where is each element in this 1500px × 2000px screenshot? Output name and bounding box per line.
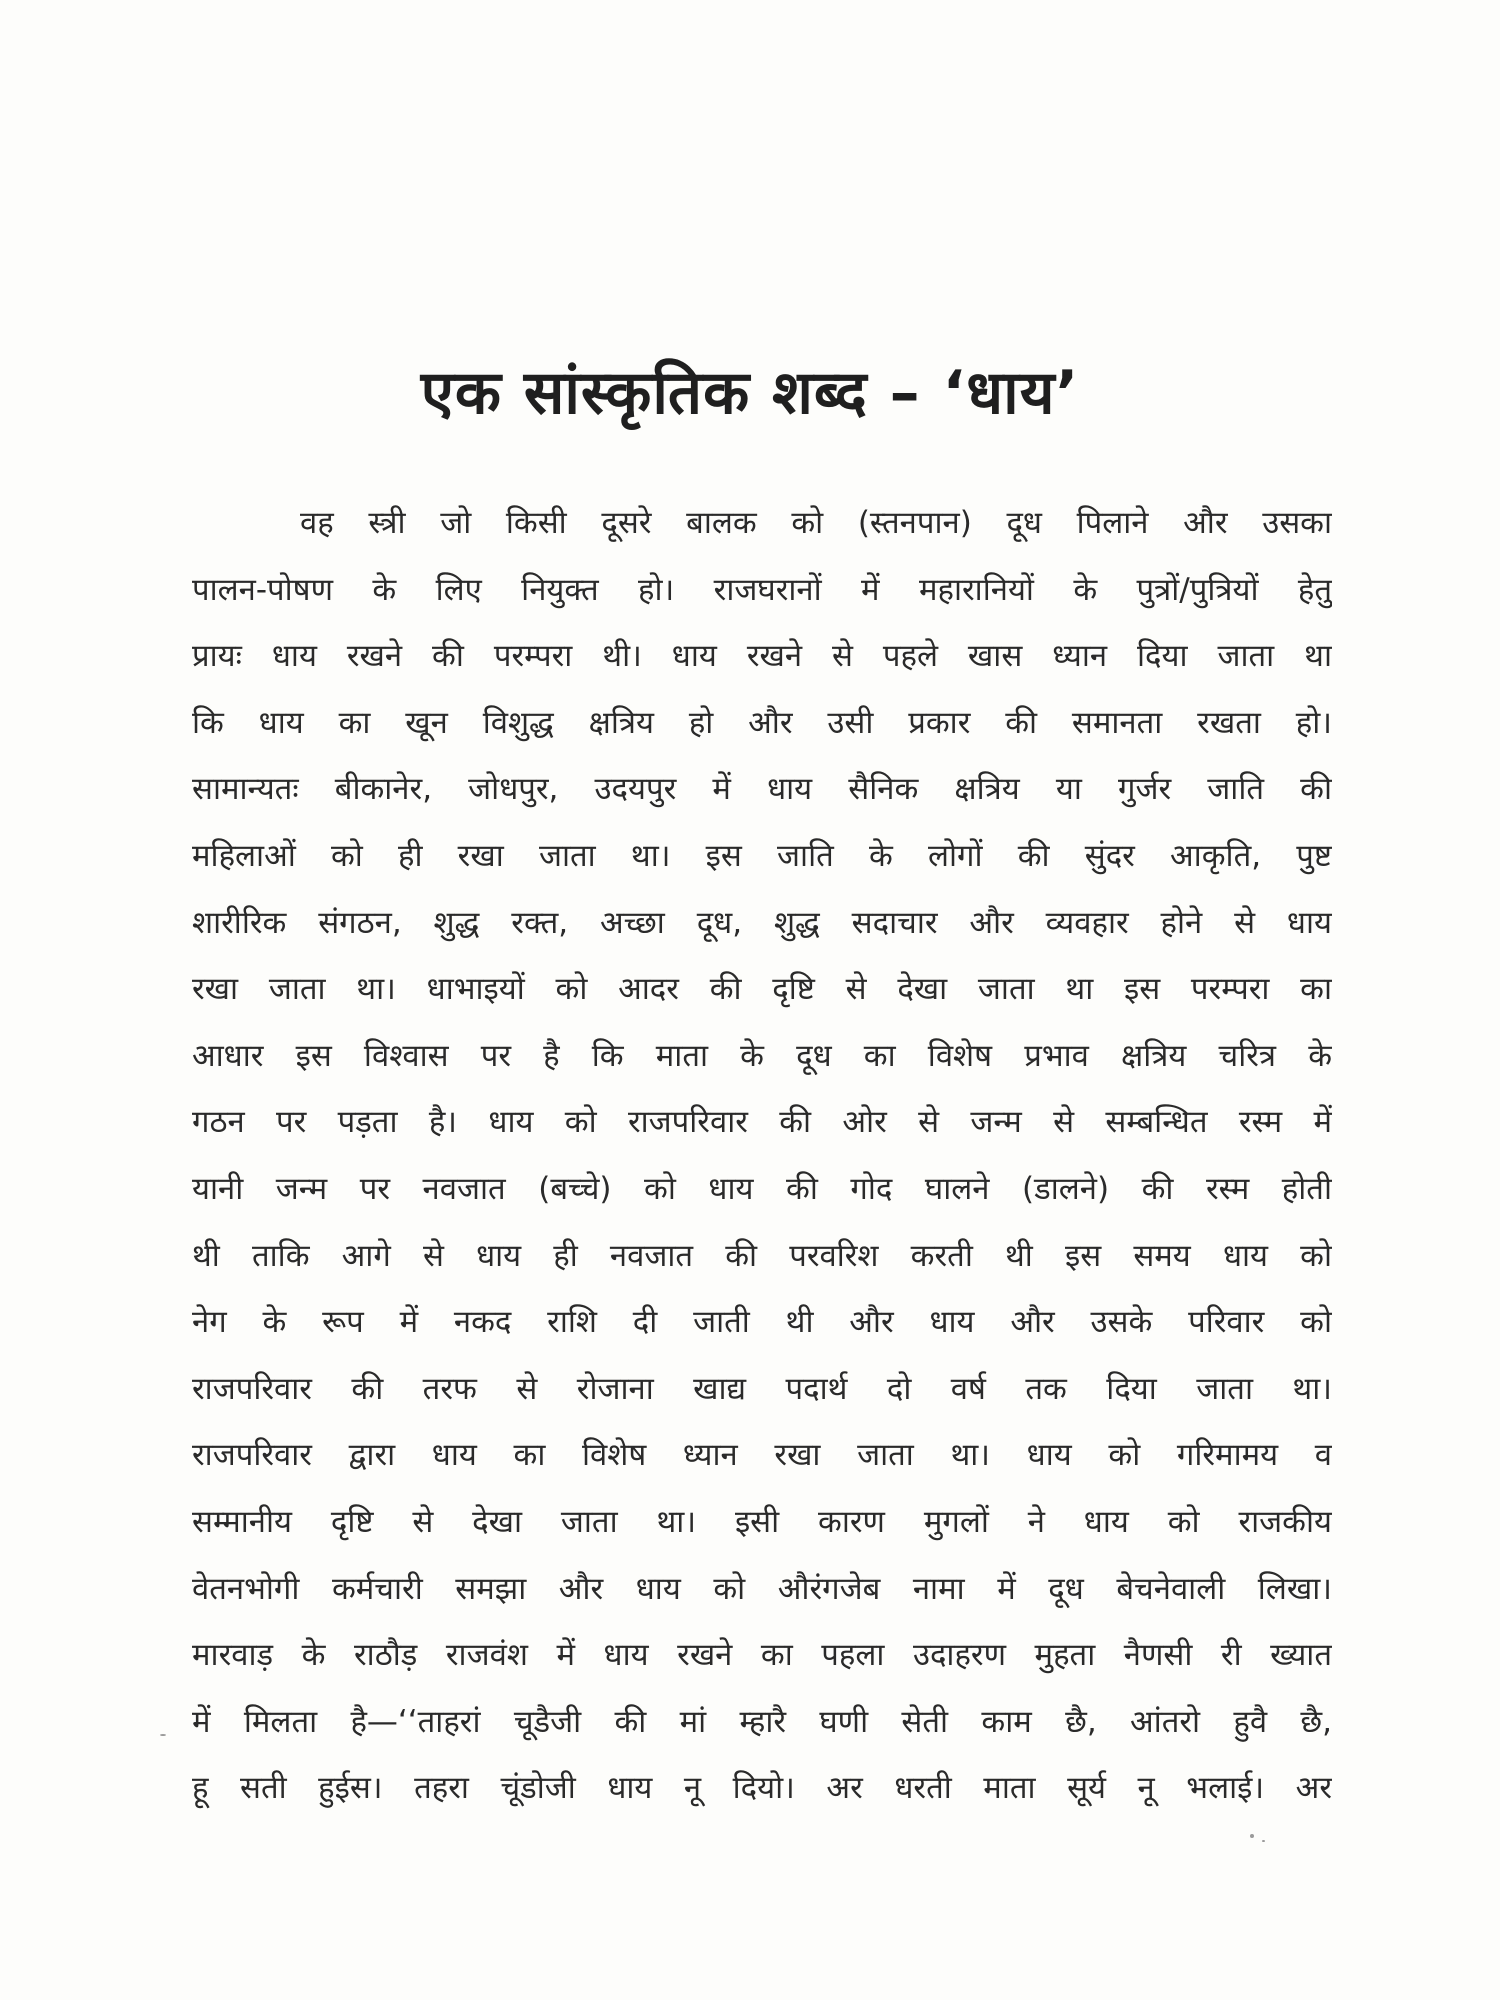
text-line: शारीरिक संगठन, शुद्ध रक्त, अच्छा दूध, शुद्ध सदाचार और व्यवहार होने से धाय (192, 904, 1332, 941)
text-line: थी ताकि आगे से धाय ही नवजात की परवरिश करती थी इस समय धाय को (192, 1237, 1332, 1274)
text-line: कि धाय का खून विशुद्ध क्षत्रिय हो और उसी प्रकार की समानता रखता हो। (192, 704, 1332, 741)
text-line: सम्मानीय दृष्टि से देखा जाता था। इसी कारण मुगलों ने धाय को राजकीय (192, 1503, 1332, 1540)
text-line: गठन पर पड़ता है। धाय को राजपरिवार की ओर से जन्म से सम्बन्धित रस्म में (192, 1104, 1332, 1141)
text-line: वह स्त्री जो किसी दूसरे बालक को (स्तनपान) दूध पिलाने और उसका (300, 505, 1332, 541)
text-line: वेतनभोगी कर्मचारी समझा और धाय को औरंगजेब नामा में दूध बेचनेवाली लिखा। (192, 1570, 1332, 1607)
text-line: महिलाओं को ही रखा जाता था। इस जाति के लोगों की सुंदर आकृति, पुष्ट (192, 837, 1332, 874)
text-line: आधार इस विश्वास पर है कि माता के दूध का विशेष प्रभाव क्षत्रिय चरित्र के (192, 1037, 1332, 1074)
text-line: मारवाड़ के राठौड़ राजवंश में धाय रखने का पहला उदाहरण मुहता नैणसी री ख्यात (192, 1637, 1332, 1674)
text-line: सामान्यतः बीकानेर, जोधपुर, उदयपुर में धाय सैनिक क्षत्रिय या गुर्जर जाति की (192, 771, 1332, 808)
text-line: यानी जन्म पर नवजात (बच्चे) को धाय की गोद घालने (डालने) की रस्म होती (192, 1170, 1332, 1207)
body-paragraph (192, 490, 1332, 1822)
text-line: प्रायः धाय रखने की परम्परा थी। धाय रखने से पहले खास ध्यान दिया जाता था (192, 638, 1332, 675)
text-line: में मिलता है—‘‘ताहरां चूडैजी की मां म्हारै घणी सेती काम छै, आंतरो हुवै छै, (192, 1703, 1332, 1740)
text-line: राजपरिवार द्वारा धाय का विशेष ध्यान रखा जाता था। धाय को गरिमामय व (192, 1437, 1332, 1474)
scan-speck (160, 1734, 166, 1736)
text-line: नेग के रूप में नकद राशि दी जाती थी और धाय और उसके परिवार को (192, 1304, 1332, 1341)
scan-speck (1250, 1834, 1254, 1838)
scan-speck (1262, 1840, 1265, 1842)
text-line: पालन-पोषण के लिए नियुक्त हो। राजघरानों में महारानियों के पुत्रों/पुत्रियों हेतु (192, 571, 1332, 608)
text-line: हू सती हुईस। तहरा चूंडोजी धाय नू दियो। अर धरती माता सूर्य नू भलाई। अर (192, 1770, 1332, 1807)
text-line: राजपरिवार की तरफ से रोजाना खाद्य पदार्थ दो वर्ष तक दिया जाता था। (192, 1370, 1332, 1407)
text-line: रखा जाता था। धाभाइयों को आदर की दृष्टि से देखा जाता था इस परम्परा का (192, 971, 1332, 1008)
page-title: एक सांस्कृतिक शब्द – ‘धाय’ (420, 358, 1080, 428)
